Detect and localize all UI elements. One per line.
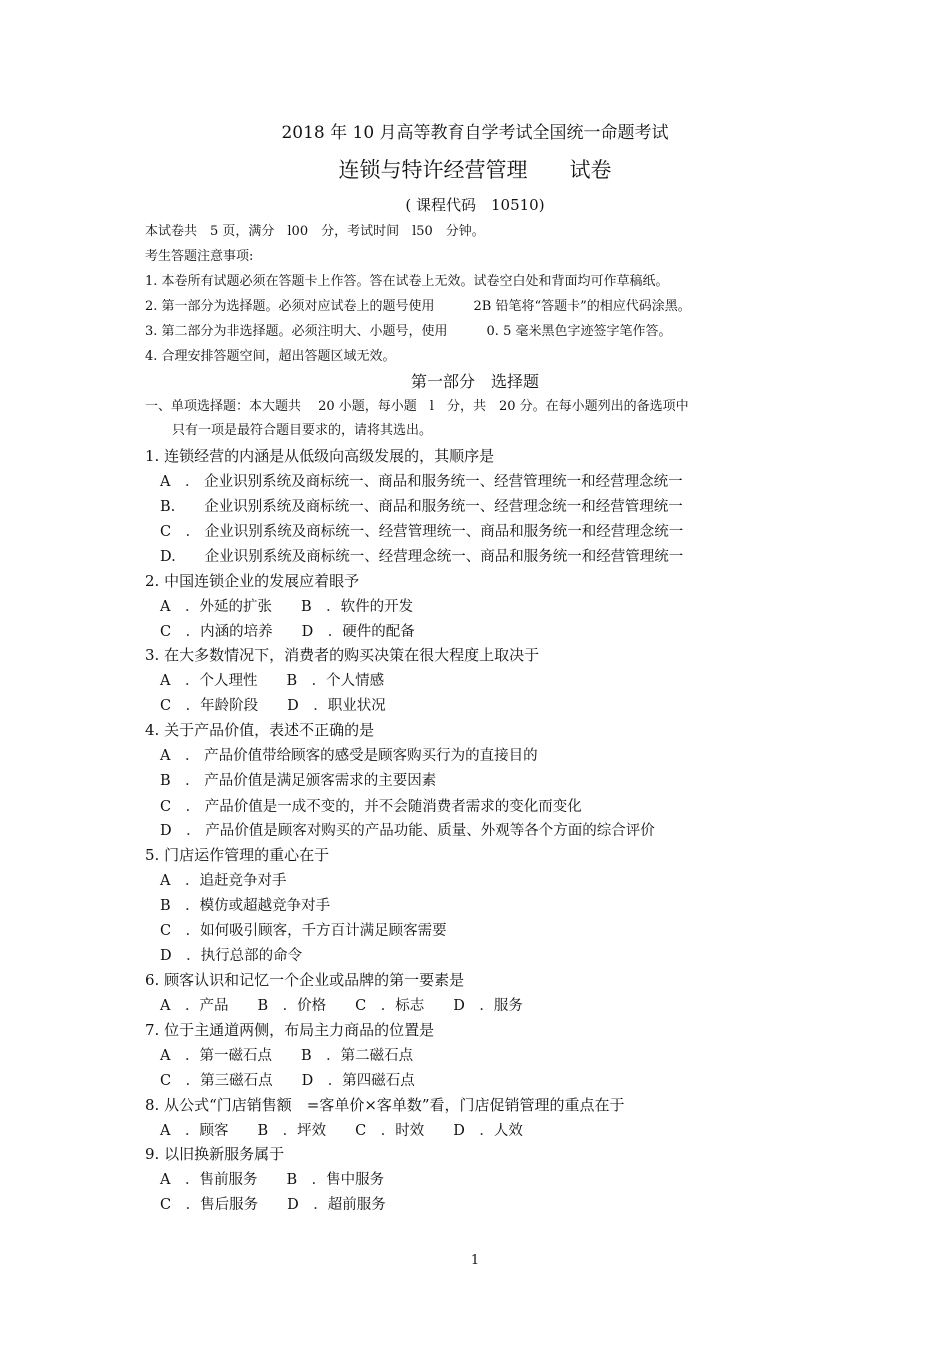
question-option: D ． 产品价值是顾客对购买的产品功能、质量、外观等各个方面的综合评价 [160, 823, 655, 839]
exam-summary: 本试卷共 5 页，满分 l00 分，考试时间 l50 分钟。 [145, 224, 485, 239]
question-option: A ．外延的扩张 B ．软件的开发 [160, 599, 414, 615]
question-option: C ．年龄阶段 D ．职业状况 [160, 698, 386, 714]
question-option: C ．如何吸引顾客，千方百计满足顾客需要 [160, 923, 447, 939]
question-stem: 3. 在大多数情况下，消费者的购买决策在很大程度上取决于 [145, 646, 540, 664]
question-stem: 2. 中国连锁企业的发展应着眼予 [145, 572, 360, 590]
question-option: C ．第三磁石点 D ．第四磁石点 [160, 1073, 415, 1089]
question-stem: 4. 关于产品价值，表述不正确的是 [145, 721, 375, 739]
question-stem: 6. 顾客认识和记忆一个企业或品牌的第一要素是 [145, 971, 465, 989]
question-option: B. 企业识别系统及商标统一、商品和服务统一、经营理念统一和经营管理统一 [160, 499, 683, 515]
question-option: C ． 产品价值是一成不变的，并不会随消费者需求的变化而变化 [160, 799, 582, 815]
note-item: 1. 本卷所有试题必须在答题卡上作答。答在试卷上无效。试卷空白处和背面均可作草稿纸。 [145, 274, 669, 289]
question-option: A ．个人理性 B ．个人情感 [160, 673, 385, 689]
question-option: D ．执行总部的命令 [160, 948, 303, 964]
note-item: 3. 第二部分为非选择题。必须注明大、小题号，使用 0. 5 毫米黑色字迹签字笔作答。 [145, 324, 672, 339]
note-item: 4. 合理安排答题空间，超出答题区域无效。 [145, 349, 396, 364]
question-option: C ．售后服务 D ．超前服务 [160, 1197, 386, 1213]
notes-heading: 考生答题注意事项: [145, 249, 254, 264]
course-code: ( 课程代码 10510) [405, 196, 545, 214]
question-option: D. 企业识别系统及商标统一、经营理念统一、商品和服务统一和经营管理统一 [160, 549, 684, 565]
question-option: A ．产品 B ．价格 C ．标志 D ．服务 [160, 998, 523, 1014]
question-stem: 7. 位于主通道两侧，布局主力商品的位置是 [145, 1021, 435, 1039]
question-option: A ．第一磁石点 B ．第二磁石点 [160, 1048, 414, 1064]
note-item: 2. 第一部分为选择题。必须对应试卷上的题号使用 2B 铅笔将“答题卡”的相应代码涂黑。 [145, 299, 691, 314]
question-option: A ．顾客 B ．坪效 C ．时效 D ．人效 [160, 1123, 523, 1139]
question-stem: 9. 以旧换新服务属于 [145, 1145, 285, 1163]
question-option: A ． 产品价值带给顾客的感受是顾客购买行为的直接目的 [160, 748, 538, 764]
section-instruction: 只有一项是最符合题目要求的，请将其选出。 [172, 423, 433, 438]
question-option: B ． 产品价值是满足颁客需求的主要因素 [160, 773, 437, 789]
question-stem: 1. 连锁经营的内涵是从低级向高级发展的，其顺序是 [145, 447, 495, 465]
question-stem: 5. 门店运作管理的重心在于 [145, 846, 330, 864]
question-option: C ．内涵的培养 D ．硬件的配备 [160, 624, 415, 640]
section-title: 第一部分 选择题 [410, 372, 539, 391]
question-option: B ．模仿或超越竞争对手 [160, 898, 331, 914]
question-option: A ．追赶竞争对手 [160, 873, 287, 889]
question-option: C ． 企业识别系统及商标统一、经营管理统一、商品和服务统一和经营理念统一 [160, 524, 684, 540]
question-option: A ．售前服务 B ．售中服务 [160, 1172, 385, 1188]
exam-title: 连锁与特许经营管理 试卷 [338, 158, 612, 182]
question-stem: 8. 从公式“门店销售额 =客单价×客单数”看，门店促销管理的重点在于 [145, 1096, 625, 1114]
page-number: 1 [470, 1253, 480, 1268]
exam-header-line: 2018 年 10 月高等教育自学考试全国统一命题考试 [281, 123, 669, 143]
section-instruction: 一、单项选择题：本大题共 20 小题，每小题 l 分，共 20 分。在每小题列出的备选项中 [145, 399, 689, 414]
question-option: A ． 企业识别系统及商标统一、商品和服务统一、经营管理统一和经营理念统一 [160, 474, 683, 490]
